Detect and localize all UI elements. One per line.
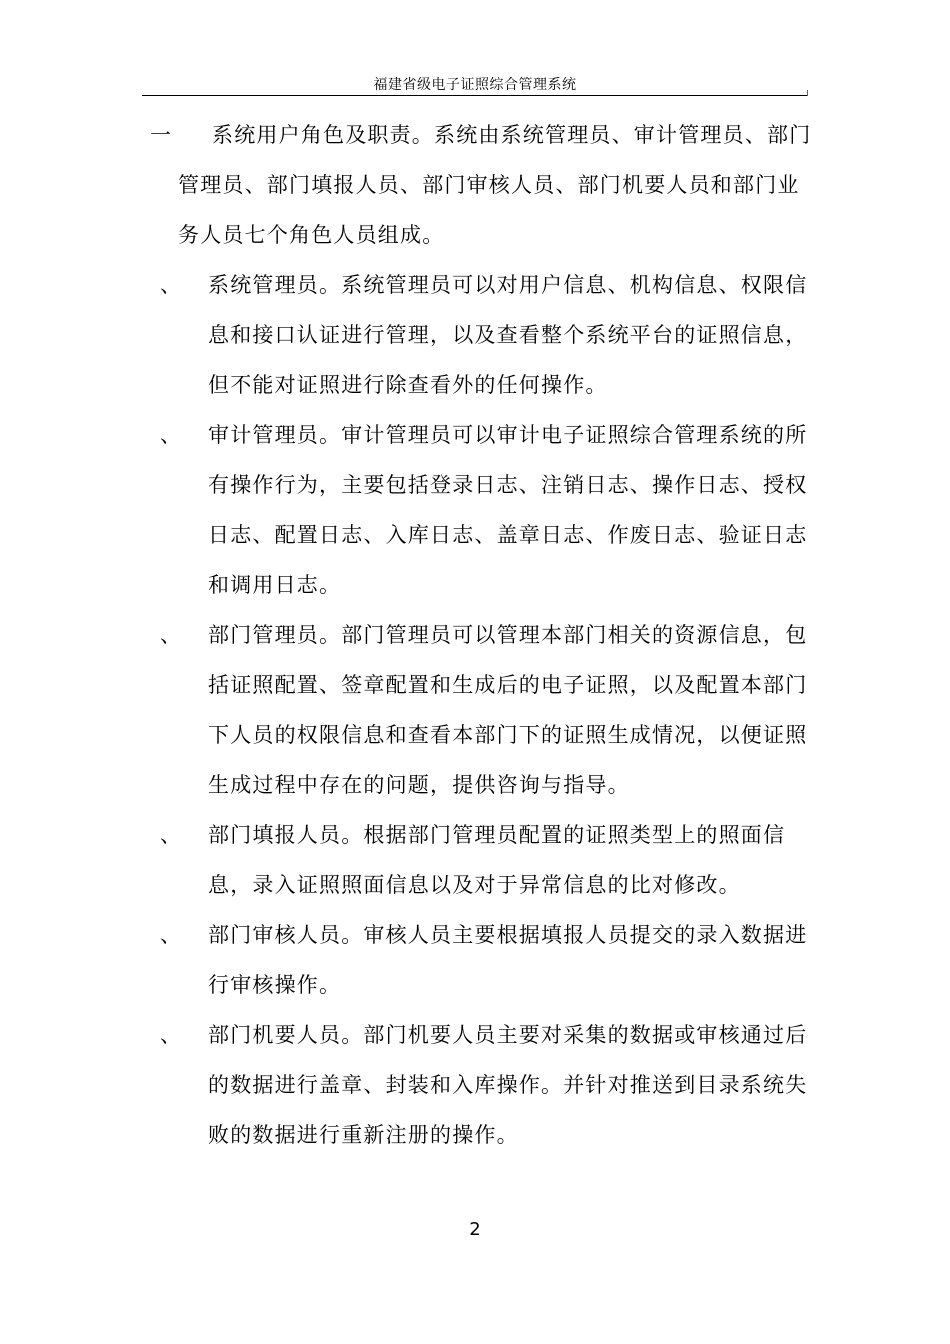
header-title: 福建省级电子证照综合管理系统 (373, 77, 577, 93)
list-item-marker: 、 (160, 273, 181, 297)
list-item-line: 息和接口认证进行管理，以及查看整个系统平台的证照信息， (208, 323, 808, 347)
list-item-marker: 、 (160, 823, 181, 847)
list-item-line: 生成过程中存在的问题，提供咨询与指导。 (208, 773, 630, 797)
list-item-line: 败的数据进行重新注册的操作。 (208, 1123, 519, 1147)
list-item-marker: 、 (160, 623, 181, 647)
list-item-line: 系统管理员。系统管理员可以对用户信息、机构信息、权限信 (208, 273, 808, 297)
list-item-line: 的数据进行盖章、封装和入库操作。并针对推送到目录系统失 (208, 1073, 808, 1097)
list-item-line: 部门机要人员。部门机要人员主要对采集的数据或审核通过后 (208, 1023, 808, 1047)
list-item-line: 日志、配置日志、入库日志、盖章日志、作废日志、验证日志 (208, 523, 808, 547)
list-item-line: 括证照配置、签章配置和生成后的电子证照，以及配置本部门 (208, 673, 808, 697)
list-item-line: 部门填报人员。根据部门管理员配置的证照类型上的照面信 (208, 823, 786, 847)
list-item-line: 息，录入证照照面信息以及对于异常信息的比对修改。 (208, 873, 741, 897)
header-divider (142, 95, 807, 96)
section-line: 系统用户角色及职责。系统由系统管理员、审计管理员、部门 (212, 123, 812, 147)
section-line: 管理员、部门填报人员、部门审核人员、部门机要人员和部门业 (178, 173, 800, 197)
section-line: 务人员七个角色人员组成。 (178, 223, 445, 247)
list-item-line: 有操作行为，主要包括登录日志、注销日志、操作日志、授权 (208, 473, 808, 497)
header-corner-mark (807, 90, 808, 96)
list-item-line: 但不能对证照进行除查看外的任何操作。 (208, 373, 608, 397)
section-marker: 一 (150, 123, 171, 147)
list-item-marker: 、 (160, 1023, 181, 1047)
list-item-marker: 、 (160, 423, 181, 447)
list-item-line: 下人员的权限信息和查看本部门下的证照生成情况，以便证照 (208, 723, 808, 747)
list-item-line: 部门审核人员。审核人员主要根据填报人员提交的录入数据进 (208, 923, 808, 947)
list-item-marker: 、 (160, 923, 181, 947)
list-item-line: 部门管理员。部门管理员可以管理本部门相关的资源信息，包 (208, 623, 808, 647)
list-item-line: 和调用日志。 (208, 573, 342, 597)
list-item-line: 审计管理员。审计管理员可以审计电子证照综合管理系统的所 (208, 423, 808, 447)
page-number: 2 (469, 1219, 481, 1240)
list-item-line: 行审核操作。 (208, 973, 342, 997)
